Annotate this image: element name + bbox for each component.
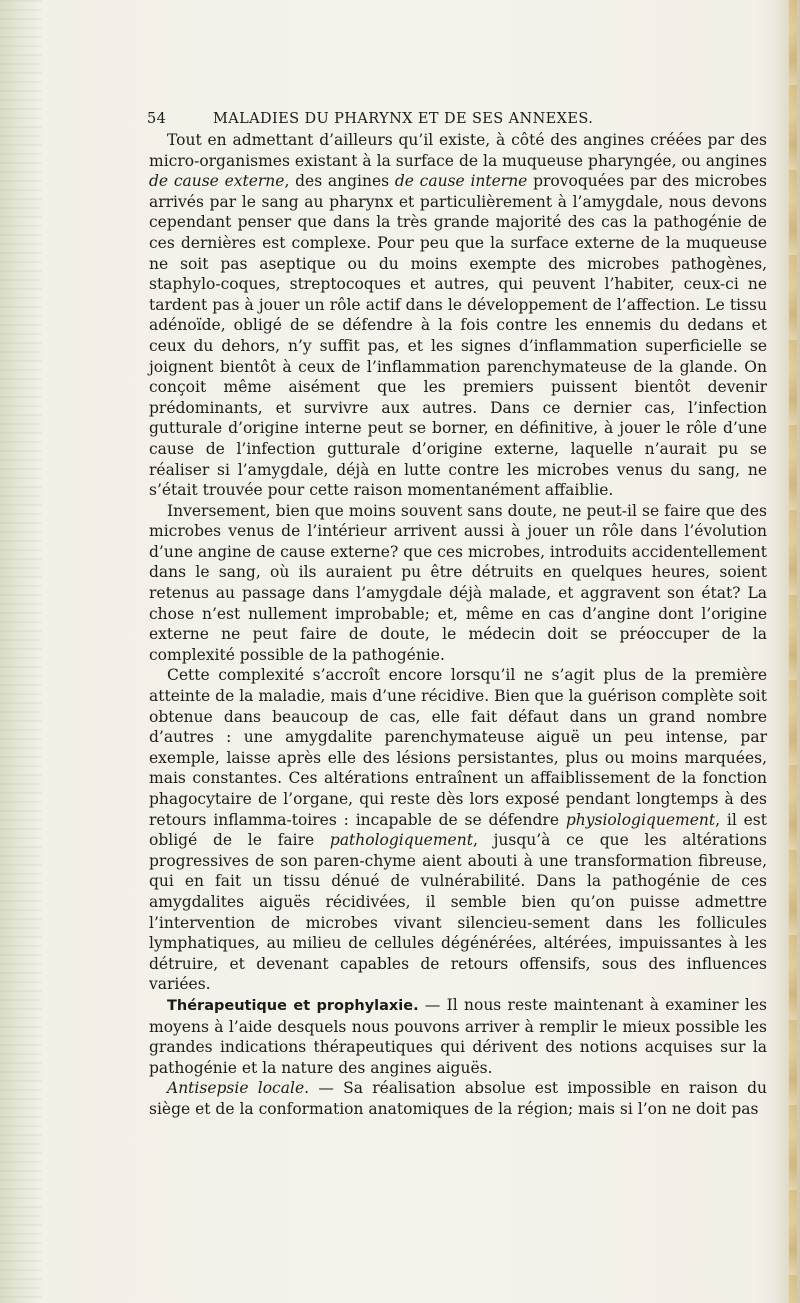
text-run: Cette complexité s’accroît encore lorsqu’il ne s’agit plus de la première atteinte de la maladie, mais d’une récidive. Bien que la guérison complète soit obtenue dans beaucoup de cas, elle fait défaut dans un grand nombre d’autres : une amygdalite parenchymateuse aiguë un peu intense, par exemple, laisse après elle des lésions persistantes, plus ou moins marquées, mais constantes. Ces altérations entraînent un affaiblissement de la fonction phagocytaire de l’organe, qui reste dès lors exposé pendant longtemps à des retours inflamma-toires : incapable de se défendre <box>149 666 767 829</box>
running-title: MALADIES DU PHARYNX ET DE SES ANNEXES. <box>213 111 594 127</box>
text-run: provoquées par des microbes arrivés par le sang au pharynx et particulièrement à l’amygdale, nous devons cependant penser que dans la très grande majorité des cas la pathogénie de ces dernières est complexe. Pour peu que la surface externe de la muqueuse ne soit pas aseptique ou du moins exempte des microbes pathogènes, staphylo-coques, streptocoques et autres, qui peuvent l’habiter, ceux-ci ne tardent pas à jouer un rôle actif dans le développement de l’affection. Le tissu adénoïde, obligé de se défendre à la fois contre les ennemis du dedans et ceux du dehors, n’y suffit pas, et les signes d’inflammation superficielle se joignent bientôt à ceux de l’inflammation parenchymateuse de la glande. On conçoit même aisément que les premiers puissent bientôt devenir prédominants, et survivre aux autres. Dans ce dernier cas, l’infection gutturale d’origine interne peut se borner, en définitive, à jouer le rôle d’une cause de l’infection gutturale d’origine externe, laquelle n’aurait pu se réaliser si l’amygdale, déjà en lutte contre les microbes venus du sang, ne s’était trouvée pour cette raison momentanément affaiblie. <box>149 172 767 500</box>
paragraph-recidive <box>149 665 767 995</box>
emphasis-physiologiquement: physiologiquement <box>565 810 716 829</box>
text-run: , des angines <box>284 172 395 191</box>
running-header <box>147 111 767 131</box>
text-run: , jusqu’à ce que les altérations progressives de son paren-chyme aient abouti à une transformation fibreuse, qui en fait un tissu dénué de vulnérabilité. Dans la pathogénie de ces amygdalites aiguës récidivées, il semble bien qu’on puisse admettre l’intervention de microbes vivant silencieu-sement dans les follicules lymphatiques, au milieu de cellules dégénérées, altérées, impuissantes à les détruire, et devenant capables de retours offensifs, sous des influences variées. <box>149 831 767 994</box>
scan-color-strip <box>789 0 797 1303</box>
text-run: — Il nous reste maintenant à examiner les moyens à l’aide desquels nous pouvons arriver à remplir le mieux possible les grandes indications thérapeutiques qui dérivent des notions acquises sur la pathogénie et la nature des angines aiguës. <box>149 995 767 1077</box>
paragraph-antisepsie <box>149 1078 767 1119</box>
body-text <box>149 130 767 1120</box>
subheading-antisepsie-locale: Antisepsie locale. <box>167 1079 310 1098</box>
text-run: — Sa réalisation absolue est impossible en raison du siège et de la conformation anatomiques de la région; mais si l’on ne doit pas <box>149 1079 767 1118</box>
text-run: , il est obligé de le faire <box>149 810 767 850</box>
emphasis-de-cause-externe: de cause externe <box>149 172 285 191</box>
text-run: Inversement, bien que moins souvent sans doute, ne peut-il se faire que des microbes venus de l’intérieur arrivent aussi à jouer un rôle dans l’évolution d’une angine de cause externe? que ces microbes, introduits accidentellement dans le sang, où ils auraient pu être détruits en quelques heures, soient retenus au passage dans l’amygdale déjà malade, et aggravent son état? La chose n’est nullement improbable; et, même en cas d’angine dont l’origine externe ne peut faire de doute, le médecin doit se préoccuper de la complexité possible de la pathogénie. <box>149 501 768 664</box>
section-heading-therapeutique: Thérapeutique et prophylaxie. <box>167 997 419 1014</box>
emphasis-de-cause-interne: de cause interne <box>394 172 528 191</box>
scan-binding-edge <box>0 0 42 1303</box>
paragraph-inversement <box>149 501 767 666</box>
text-run: Tout en admettant d’ailleurs qu’il existe, à côté des angines créées par des micro-organismes existant à la surface de la muqueuse pharyngée, ou angines <box>149 131 767 170</box>
page-number: 54 <box>147 111 167 127</box>
paragraph-pathogenie-complexe <box>149 130 767 501</box>
paragraph-therapeutique <box>149 995 767 1078</box>
emphasis-pathologiquement: pathologiquement <box>329 831 473 850</box>
